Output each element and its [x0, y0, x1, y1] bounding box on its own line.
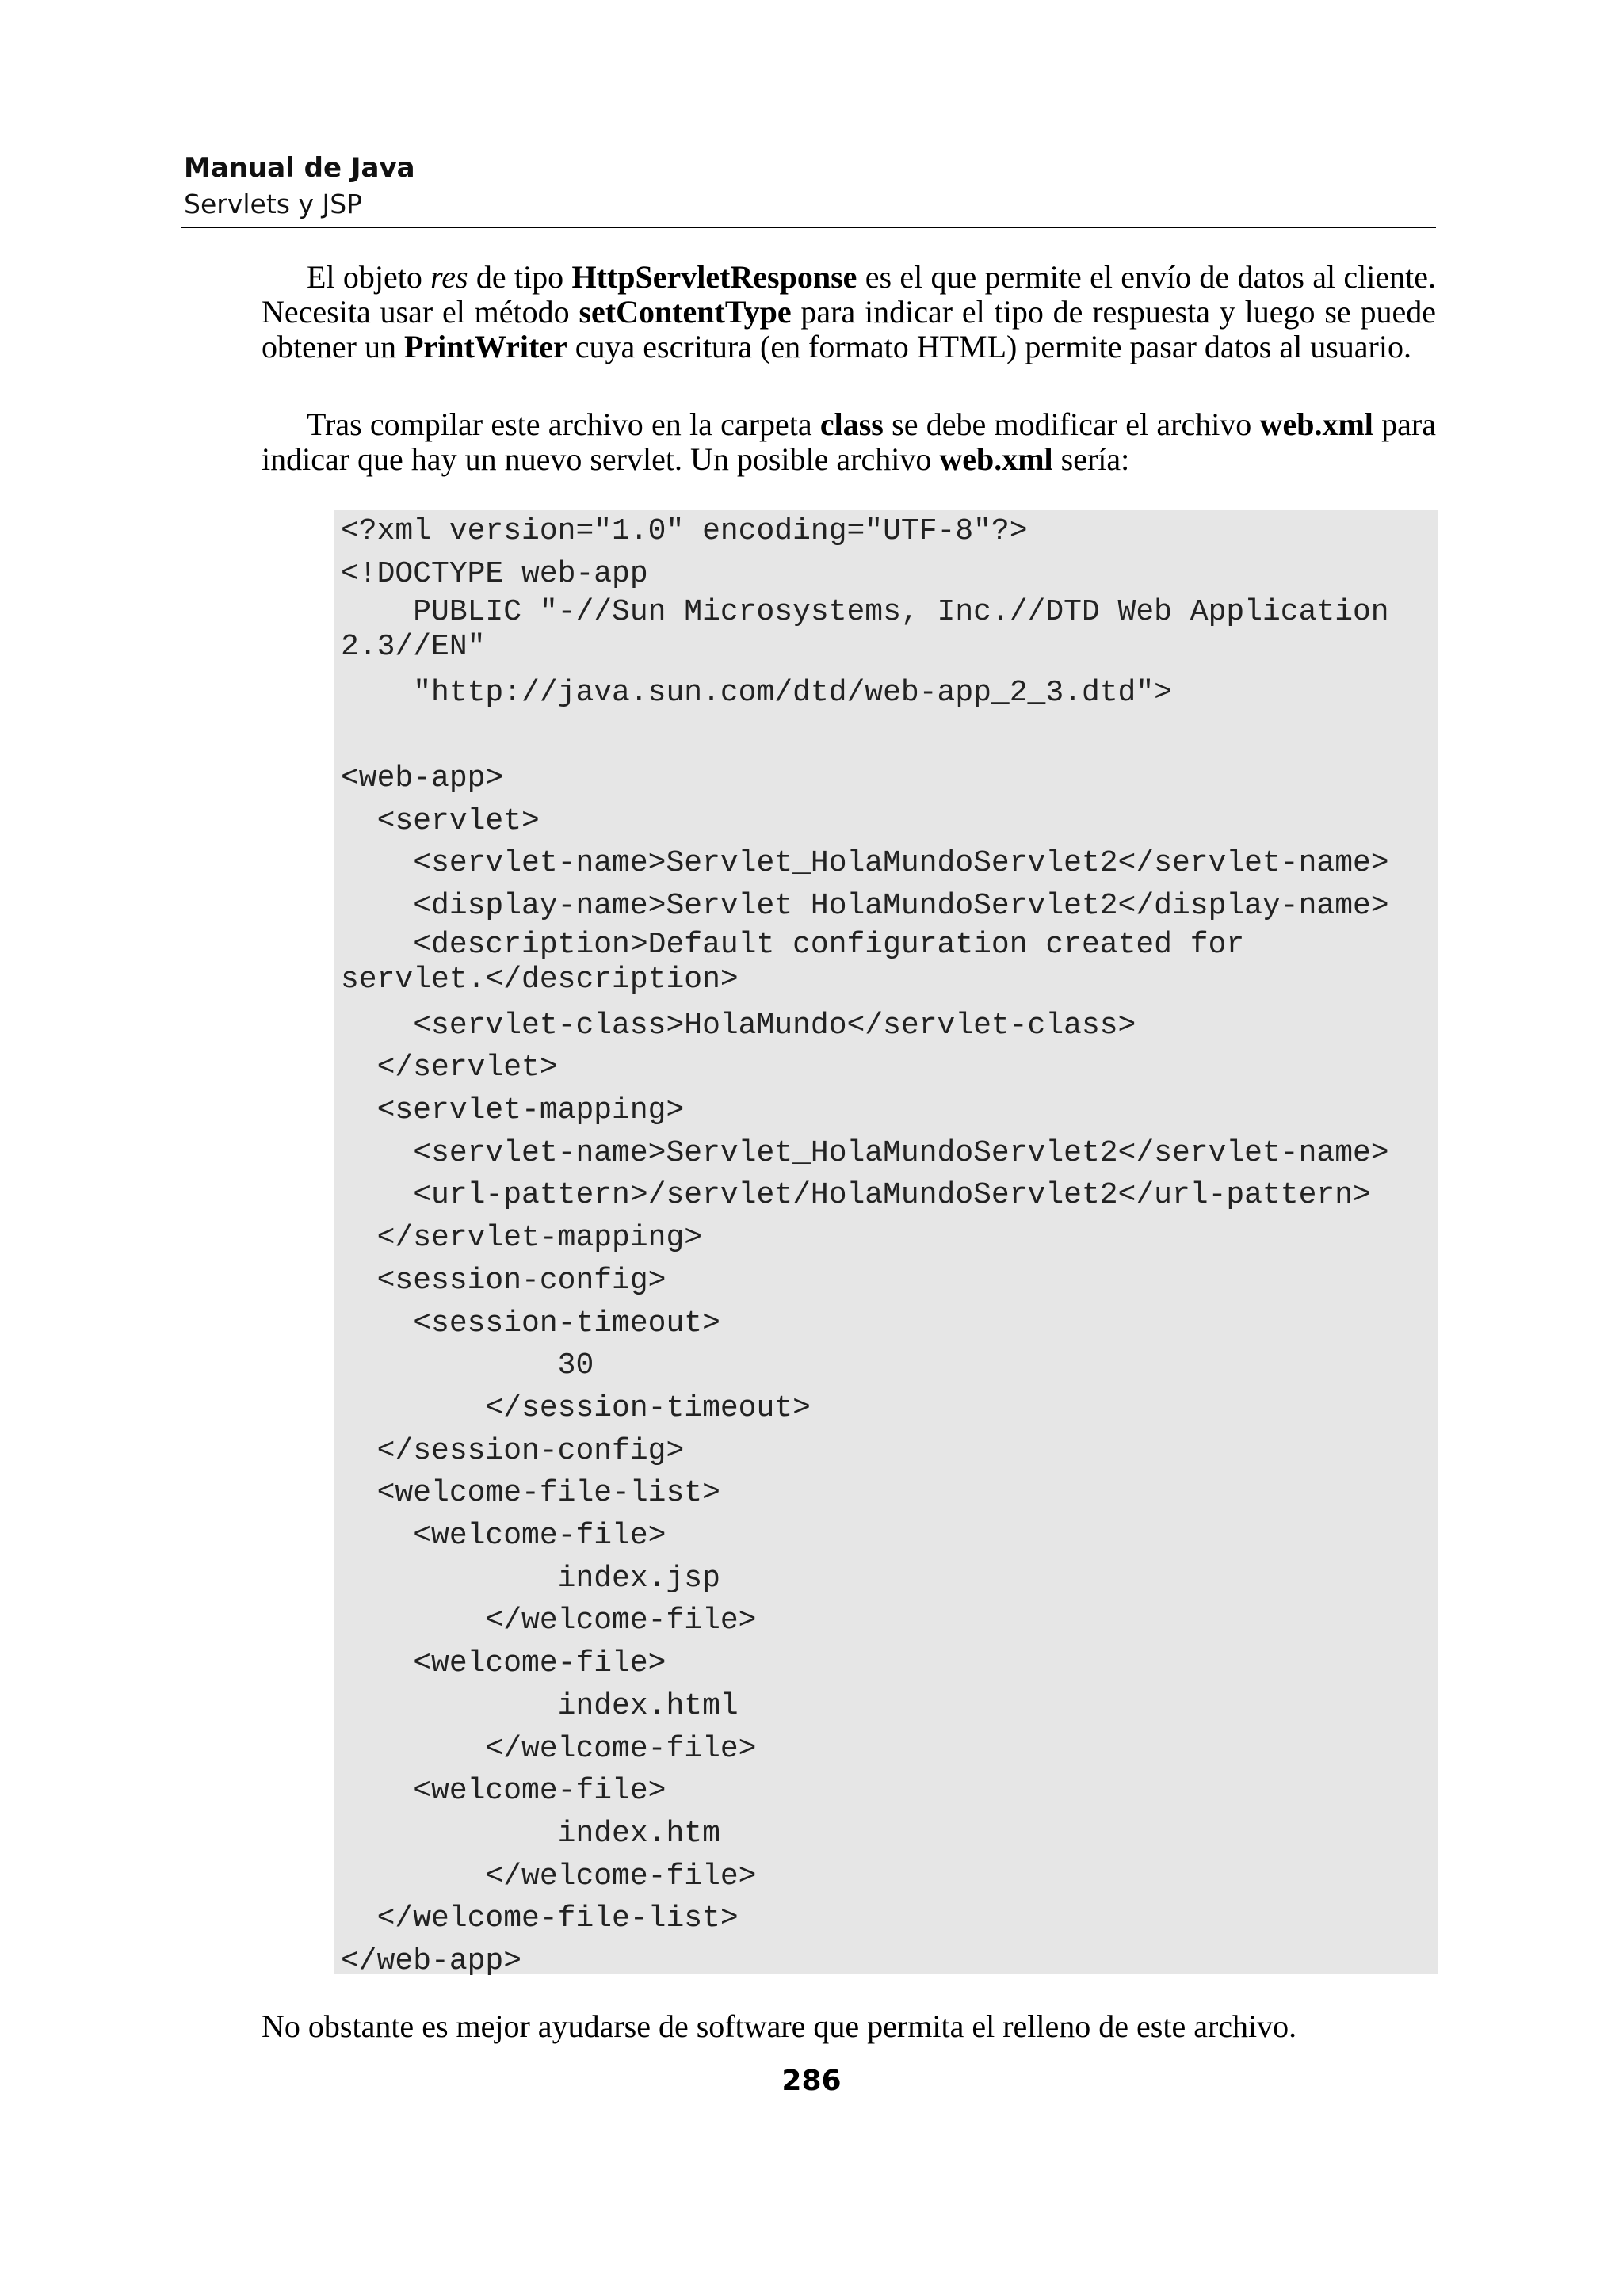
code-line: PUBLIC "-//Sun Microsystems, Inc.//DTD Web Application 2.3//EN"	[341, 595, 1389, 665]
paragraph-http-servlet-response	[262, 260, 1436, 364]
text-run: se debe modificar el archivo	[883, 406, 1260, 442]
text-run: de tipo	[468, 259, 572, 295]
code-line: 30	[341, 1348, 594, 1383]
header-rule	[181, 227, 1436, 228]
code-line: <welcome-file>	[341, 1646, 666, 1681]
code-line: </web-app>	[341, 1944, 522, 1979]
code-line: </session-timeout>	[341, 1390, 811, 1425]
code-line: </servlet>	[341, 1051, 558, 1085]
code-line: index.jsp	[341, 1561, 720, 1596]
term-res: res	[430, 259, 468, 295]
term-web-xml: web.xml	[939, 441, 1053, 477]
code-line: index.html	[341, 1688, 739, 1723]
code-line: <display-name>Servlet HolaMundoServlet2</display-name>	[341, 888, 1389, 923]
running-header-title: Manual de Java	[184, 152, 415, 184]
running-header-subtitle: Servlets y JSP	[184, 189, 363, 219]
text-run: El objeto	[307, 259, 431, 295]
code-line: <?xml version="1.0" encoding="UTF-8"?>	[341, 514, 1028, 548]
term-set-content-type: setContentType	[579, 294, 792, 330]
code-line: index.htm	[341, 1816, 720, 1851]
code-line: <servlet-name>Servlet_HolaMundoServlet2</servlet-name>	[341, 846, 1389, 881]
code-line: <welcome-file>	[341, 1519, 666, 1554]
term-print-writer: PrintWriter	[403, 329, 567, 364]
code-line: <session-timeout>	[341, 1306, 720, 1341]
code-line: <servlet-class>HolaMundo</servlet-class>	[341, 1008, 1136, 1043]
text-run: para indicar el tipo de respuesta y luego se puede obtener un	[262, 294, 1436, 364]
code-line: </session-config>	[341, 1433, 685, 1468]
code-line: <!DOCTYPE web-app	[341, 556, 648, 591]
term-class: class	[819, 406, 884, 442]
code-line: <description>Default configuration created for servlet.</description>	[341, 927, 1245, 997]
text-run: Tras compilar este archivo en la carpeta	[307, 406, 820, 442]
code-line: </welcome-file>	[341, 1731, 757, 1766]
text-run: cuya escritura (en formato HTML) permite pasar datos al usuario.	[567, 329, 1411, 364]
text-run: para indicar que hay un nuevo servlet. Un posible archivo	[262, 406, 1436, 477]
term-web-xml: web.xml	[1259, 406, 1373, 442]
code-line: <servlet>	[341, 803, 540, 838]
code-line	[341, 715, 1434, 757]
code-listing	[341, 510, 1434, 1983]
code-line: </welcome-file>	[341, 1604, 757, 1638]
code-line: <session-config>	[341, 1263, 666, 1298]
code-line: <web-app>	[341, 761, 504, 795]
code-line: </servlet-mapping>	[341, 1221, 703, 1256]
text-run: sería:	[1052, 441, 1130, 477]
code-line: </welcome-file-list>	[341, 1901, 739, 1936]
code-line: "http://java.sun.com/dtd/web-app_2_3.dtd">	[341, 676, 1172, 711]
closing-paragraph: No obstante es mejor ayudarse de software que permita el relleno de este archivo.	[262, 2008, 1297, 2044]
term-http-servlet-response: HttpServletResponse	[571, 259, 857, 295]
code-line: <servlet-name>Servlet_HolaMundoServlet2</servlet-name>	[341, 1135, 1389, 1170]
code-line: <welcome-file>	[341, 1774, 666, 1809]
text-run: es el que permite el envío de datos al cliente. Necesita usar el método	[262, 259, 1437, 330]
code-line: <welcome-file-list>	[341, 1476, 720, 1511]
paragraph-web-xml	[262, 407, 1436, 477]
code-line: <url-pattern>/servlet/HolaMundoServlet2</url-pattern>	[341, 1178, 1371, 1213]
code-line: <servlet-mapping>	[341, 1093, 685, 1128]
code-line: </welcome-file>	[341, 1859, 757, 1894]
page-number: 286	[781, 2065, 842, 2097]
